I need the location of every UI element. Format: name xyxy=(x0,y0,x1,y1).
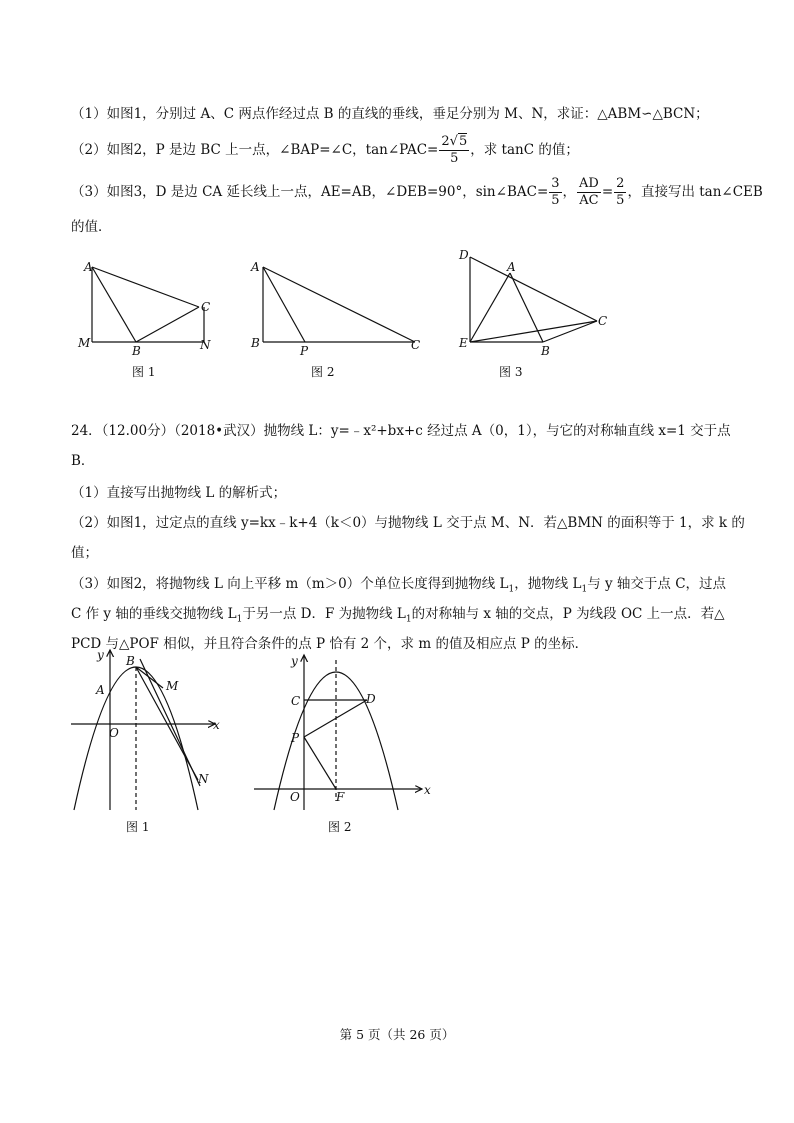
q23-part2-post: ，求 tanC 的值； xyxy=(470,142,579,158)
label-y: y xyxy=(291,654,298,668)
label-O: O xyxy=(109,726,119,740)
q24-figure-2 xyxy=(250,645,440,845)
q23-figure-3 xyxy=(455,245,625,385)
label-P: P xyxy=(291,731,300,745)
q24-part3 xyxy=(71,574,726,600)
figure-caption: 图 2 xyxy=(328,820,352,834)
label-y: y xyxy=(97,648,104,662)
q23-part3-pre: （3）如图3，D 是边 CA 延长线上一点，AE=AB，∠DEB=90°，sin∠BAC= xyxy=(71,184,549,200)
q24-part3-line2 xyxy=(71,604,725,630)
frac-den: 5 xyxy=(450,151,459,166)
q24-part3-seg3: 与 y 轴交于点 C，过点 xyxy=(587,576,727,592)
label-A: A xyxy=(96,683,105,697)
q24-figure-1 xyxy=(65,645,235,845)
label-B: B xyxy=(132,344,141,358)
label-P: P xyxy=(300,344,309,358)
label-C: C xyxy=(291,694,301,708)
label-B: B xyxy=(251,336,260,350)
label-C: C xyxy=(598,314,608,328)
sqrt-sign-icon: √ xyxy=(449,134,458,149)
equals-sign: = xyxy=(601,184,614,200)
q24-part2-cont: 值； xyxy=(71,545,98,561)
frac-num-coef: 2 xyxy=(441,134,450,149)
q23-figure-1 xyxy=(70,255,230,385)
q23-part2 xyxy=(71,134,579,167)
label-D: D xyxy=(459,248,469,262)
label-M: M xyxy=(166,679,179,693)
q23-part2-pre: （2）如图2，P 是边 BC 上一点，∠BAP=∠C，tan∠PAC= xyxy=(71,142,439,158)
q24-part3-line3: PCD 与△POF 相似，并且符合条件的点 P 恰有 2 个，求 m 的值及相应点 P 的坐标． xyxy=(71,636,589,652)
q24-part3-seg2: ，抛物线 L xyxy=(514,576,582,592)
subscript-1: 1 xyxy=(405,614,412,625)
label-A: A xyxy=(84,260,93,274)
frac-num-radicand: 5 xyxy=(458,134,468,149)
figure-caption: 图 3 xyxy=(499,365,523,379)
fraction-ad-over-ac: $\frac{AD}{AC}$ xyxy=(579,176,599,208)
comma: ， xyxy=(562,184,577,200)
fraction-2root5-over-5 xyxy=(439,134,469,167)
figure-caption: 图 1 xyxy=(132,365,156,379)
label-B: B xyxy=(541,344,550,358)
label-N: N xyxy=(198,772,209,786)
q23-part3-post: ，直接写出 tan∠CEB xyxy=(627,184,763,200)
q24-part3-seg5: 于另一点 D．F 为抛物线 L xyxy=(242,606,406,622)
q23-part1: （1）如图1，分别过 A、C 两点作经过点 B 的直线的垂线，垂足分别为 M、N，求证：△ABM∽△BCN； xyxy=(71,106,709,122)
label-O: O xyxy=(290,790,300,804)
label-B: B xyxy=(126,654,135,668)
q24-part1: （1）直接写出抛物线 L 的解析式； xyxy=(71,485,287,501)
q24-part3-seg1: （3）如图2，将抛物线 L 向上平移 m（m＞0）个单位长度得到抛物线 L xyxy=(71,576,509,592)
q23-figure-2 xyxy=(245,255,435,385)
label-M: M xyxy=(78,336,91,350)
q24-part3-seg6: 的对称轴与 x 轴的交点，P 为线段 OC 上一点．若△ xyxy=(411,606,725,622)
subscript-1: 1 xyxy=(508,584,515,595)
label-x: x xyxy=(213,718,220,732)
label-x: x xyxy=(424,783,431,797)
q23-part3-cont: 的值． xyxy=(71,219,112,235)
label-E: E xyxy=(459,336,468,350)
q24-header-cont: B． xyxy=(71,453,95,469)
label-C: C xyxy=(411,338,421,352)
label-D: D xyxy=(366,692,376,706)
q24-part2: （2）如图1，过定点的直线 y=kx﹣k+4（k＜0）与抛物线 L 交于点 M、N．若△BMN 的面积等于 1，求 k 的 xyxy=(71,515,745,531)
label-F: F xyxy=(336,790,345,804)
label-N: N xyxy=(200,338,211,352)
fraction-3-over-5: $\frac{3}{5}$ xyxy=(551,176,560,208)
q24-header: 24．（12.00分）（2018•武汉）抛物线 L：y=﹣x²+bx+c 经过点 A（0，1），与它的对称轴直线 x=1 交于点 xyxy=(71,423,731,439)
fraction-2-over-5: $\frac{2}{5}$ xyxy=(616,176,625,208)
q24-part3-seg4: C 作 y 轴的垂线交抛物线 L xyxy=(71,606,237,622)
label-C: C xyxy=(201,300,211,314)
subscript-1: 1 xyxy=(236,614,243,625)
subscript-1: 1 xyxy=(581,584,588,595)
label-A: A xyxy=(251,260,260,274)
figure-caption: 图 1 xyxy=(126,820,150,834)
page-footer: 第 5 页（共 26 页） xyxy=(339,1027,455,1042)
q23-part3 xyxy=(71,176,763,209)
label-A: A xyxy=(507,260,516,274)
figure-caption: 图 2 xyxy=(311,365,335,379)
